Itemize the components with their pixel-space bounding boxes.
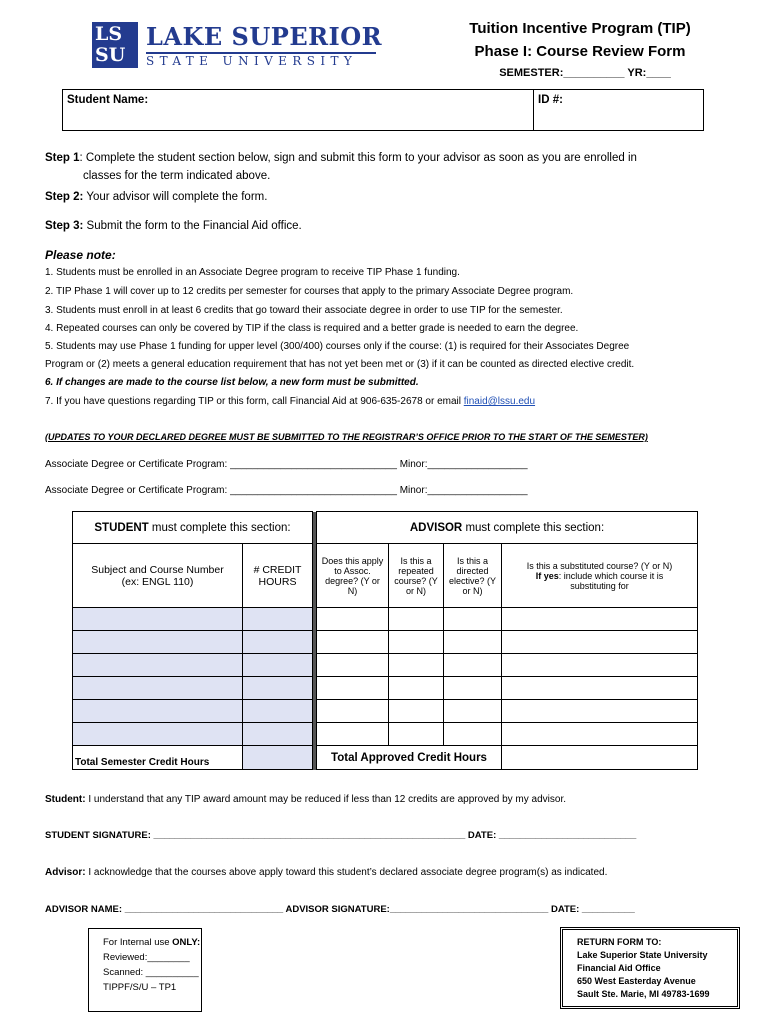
- internal-scanned: Scanned: __________: [103, 967, 199, 978]
- advisor-signature-line[interactable]: ADVISOR NAME: ______________________________ ADVISOR SIGNATURE:______________________________ DATE: __________: [45, 904, 635, 915]
- advisor-section-header-text: must complete this section:: [462, 521, 605, 534]
- course-number-cell[interactable]: [73, 631, 243, 654]
- step-2: [45, 189, 267, 206]
- step-3-label: Step 3:: [45, 220, 84, 232]
- table-row: [73, 677, 698, 700]
- credit-hours-cell[interactable]: [243, 608, 313, 631]
- col-elective-header: Is this a directed elective? (Y or N): [444, 544, 502, 608]
- form-title-line2: Phase I: Course Review Form: [474, 43, 686, 60]
- col-substitute-instruction-text: : include which course it is substituting for: [558, 570, 664, 591]
- apply-cell[interactable]: [317, 700, 389, 723]
- note-2: 2. TIP Phase 1 will cover up to 12 credits per semester for courses that apply to the primary Associate Degree program.: [45, 286, 574, 297]
- return-address-box: [560, 927, 740, 1009]
- return-heading: RETURN FORM TO:: [577, 937, 662, 947]
- elective-cell[interactable]: [444, 677, 502, 700]
- course-number-cell[interactable]: [73, 677, 243, 700]
- table-column-header-row: [73, 544, 698, 608]
- student-signature-line[interactable]: STUDENT SIGNATURE: ___________________________________________________________ DATE: __________________________: [45, 830, 637, 841]
- repeat-cell[interactable]: [389, 631, 444, 654]
- step-2-text: Your advisor will complete the form.: [83, 191, 268, 203]
- advisor-acknowledgement: [45, 867, 607, 878]
- advisor-section-header-bold: ADVISOR: [409, 521, 463, 534]
- credit-hours-cell[interactable]: [243, 723, 313, 746]
- logo-name-line1: LAKE SUPERIOR: [146, 22, 383, 51]
- substitute-cell[interactable]: [502, 700, 698, 723]
- substitute-cell[interactable]: [502, 677, 698, 700]
- total-approved-credit-label: Total Approved Credit Hours: [317, 746, 502, 770]
- internal-use-heading: [103, 935, 201, 950]
- col-substitute-if-yes: If yes: [535, 570, 559, 581]
- note-7: [45, 393, 535, 411]
- note-5b: Program or (2) meets a general education requirement that has not yet been met or (3) if it can be counted as directed elective credit.: [45, 359, 635, 370]
- student-id-field[interactable]: [534, 90, 703, 130]
- note-5a: 5. Students may use Phase 1 funding for upper level (300/400) courses only if the course: (1) is required for their Associates Degree: [45, 341, 630, 352]
- col-credit-header: # CREDIT HOURS: [243, 544, 313, 608]
- table-row: [73, 608, 698, 631]
- table-section-header-row: [73, 512, 698, 544]
- note-3: 3. Students must enroll in at least 6 credits that go toward their associate degree in order to use TIP for the semester.: [45, 305, 563, 316]
- internal-use-only: ONLY:: [172, 937, 201, 948]
- student-name-label: Student Name:: [67, 94, 149, 106]
- total-approved-credit-cell[interactable]: [502, 746, 698, 770]
- table-row: [73, 700, 698, 723]
- note-7-text: 7. If you have questions regarding TIP or this form, call Financial Aid at 906-635-2678 or email: [45, 396, 464, 407]
- notes-heading: Please note:: [45, 248, 116, 262]
- totals-row: [73, 746, 698, 770]
- semester-field[interactable]: SEMESTER:__________ YR:____: [499, 67, 671, 79]
- return-street: 650 West Easterday Avenue: [577, 976, 696, 986]
- logo-name-line2: STATE UNIVERSITY: [146, 54, 358, 68]
- internal-use-box: [88, 928, 202, 1012]
- internal-form-code: TIPPF/S/U – TP1: [103, 982, 177, 993]
- col-substitute-instruction: [512, 571, 687, 591]
- col-substitute-question: Is this a substituted course? (Y or N): [526, 560, 673, 571]
- student-section-header: [73, 512, 313, 544]
- repeat-cell[interactable]: [389, 654, 444, 677]
- logo-mark: [92, 22, 138, 68]
- advisor-ack-text: I acknowledge that the courses above apply toward this student’s declared associate degree program(s) as indicated.: [85, 867, 608, 878]
- substitute-cell[interactable]: [502, 631, 698, 654]
- student-section-header-bold: STUDENT: [94, 521, 149, 534]
- elective-cell[interactable]: [444, 608, 502, 631]
- repeat-cell[interactable]: [389, 700, 444, 723]
- form-title-line1: Tuition Incentive Program (TIP): [469, 20, 691, 37]
- return-city: Sault Ste. Marie, MI 49783-1699: [577, 989, 710, 999]
- credit-hours-cell[interactable]: [243, 677, 313, 700]
- apply-cell[interactable]: [317, 723, 389, 746]
- financial-aid-email-link[interactable]: finaid@lssu.edu: [463, 396, 536, 407]
- total-semester-credit-label: Total Semester Credit Hours: [73, 746, 243, 770]
- apply-cell[interactable]: [317, 677, 389, 700]
- table-row: [73, 654, 698, 677]
- course-number-cell[interactable]: [73, 700, 243, 723]
- internal-use-heading-text: For Internal use: [103, 937, 173, 948]
- step-2-label: Step 2:: [45, 191, 84, 203]
- return-office: Financial Aid Office: [577, 963, 661, 973]
- step-1-text: : Complete the student section below, sign and submit this form to your advisor as soon as you are enrolled in: [79, 152, 637, 164]
- table-row: [73, 723, 698, 746]
- degree-program-line-1[interactable]: Associate Degree or Certificate Program: ______________________________ Minor:__________________: [45, 459, 528, 470]
- col-apply-header: Does this apply to Assoc. degree? (Y or N): [317, 544, 389, 608]
- advisor-ack-label: Advisor:: [45, 867, 86, 878]
- student-section-header-text: must complete this section:: [148, 521, 291, 534]
- substitute-cell[interactable]: [502, 654, 698, 677]
- credit-hours-cell[interactable]: [243, 631, 313, 654]
- repeat-cell[interactable]: [389, 608, 444, 631]
- col-repeat-header: Is this a repeated course? (Y or N): [389, 544, 444, 608]
- elective-cell[interactable]: [444, 700, 502, 723]
- logo-mark-top: LS: [95, 23, 123, 45]
- student-info-box: [62, 89, 704, 131]
- note-4: 4. Repeated courses can only be covered by TIP if the class is required and a better grade is needed to earn the degree.: [45, 323, 579, 334]
- advisor-section-header: [317, 512, 698, 544]
- internal-reviewed: Reviewed:________: [103, 952, 190, 963]
- degree-program-line-2[interactable]: Associate Degree or Certificate Program: ______________________________ Minor:__________________: [45, 485, 528, 496]
- student-id-label: ID #:: [538, 94, 563, 106]
- course-number-cell[interactable]: [73, 723, 243, 746]
- table-row: [73, 631, 698, 654]
- elective-cell[interactable]: [444, 654, 502, 677]
- credit-hours-cell[interactable]: [243, 700, 313, 723]
- step-3-text: Submit the form to the Financial Aid office.: [83, 220, 302, 232]
- repeat-cell[interactable]: [389, 677, 444, 700]
- note-1: 1. Students must be enrolled in an Associate Degree program to receive TIP Phase 1 funding.: [45, 267, 460, 278]
- return-university: Lake Superior State University: [577, 950, 708, 960]
- col-substitute-header: [502, 544, 698, 608]
- degree-update-notice: (UPDATES TO YOUR DECLARED DEGREE MUST BE SUBMITTED TO THE REGISTRAR’S OFFICE PRIOR TO THE START OF THE SEMESTER): [45, 432, 648, 442]
- student-ack-label: Student:: [45, 794, 86, 805]
- course-number-cell[interactable]: [73, 654, 243, 677]
- note-6: 6. If changes are made to the course list below, a new form must be submitted.: [45, 377, 419, 388]
- university-logo: [92, 22, 382, 72]
- student-acknowledgement: [45, 794, 566, 805]
- course-number-cell[interactable]: [73, 608, 243, 631]
- apply-cell[interactable]: [317, 654, 389, 677]
- step-1: [45, 150, 637, 167]
- credit-hours-cell[interactable]: [243, 654, 313, 677]
- apply-cell[interactable]: [317, 608, 389, 631]
- elective-cell[interactable]: [444, 631, 502, 654]
- student-ack-text: I understand that any TIP award amount may be reduced if less than 12 credits are approved by my advisor.: [85, 794, 567, 805]
- repeat-cell[interactable]: [389, 723, 444, 746]
- step-1-cont: classes for the term indicated above.: [83, 170, 271, 182]
- substitute-cell[interactable]: [502, 723, 698, 746]
- total-semester-credit-cell[interactable]: [243, 746, 313, 770]
- course-table: [72, 511, 698, 770]
- logo-mark-bottom: SU: [95, 44, 126, 66]
- substitute-cell[interactable]: [502, 608, 698, 631]
- step-1-label: Step 1: [45, 152, 80, 164]
- elective-cell[interactable]: [444, 723, 502, 746]
- step-3: [45, 218, 302, 235]
- col-subject-header: Subject and Course Number (ex: ENGL 110): [73, 544, 243, 608]
- apply-cell[interactable]: [317, 631, 389, 654]
- student-name-field[interactable]: [63, 90, 534, 130]
